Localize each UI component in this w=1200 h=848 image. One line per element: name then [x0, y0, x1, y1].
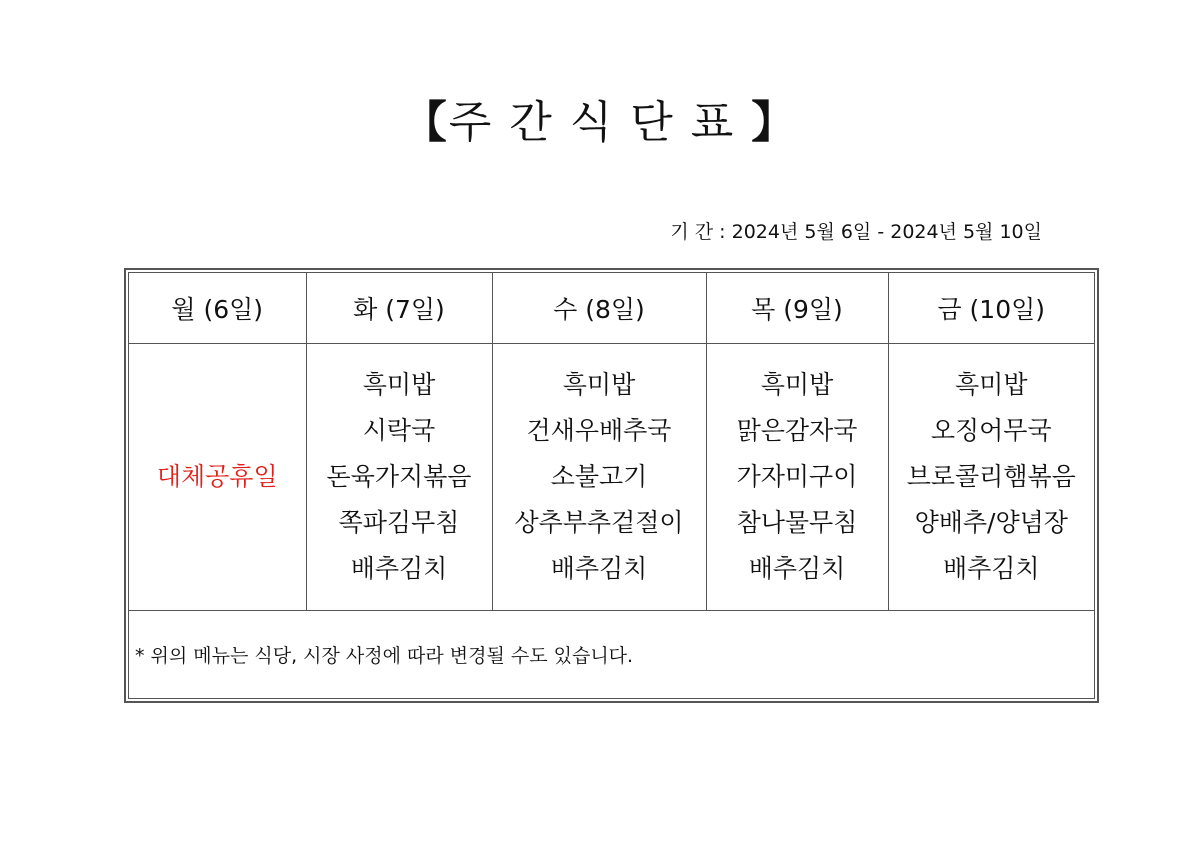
day-header-tue: 화 (7일) [306, 273, 492, 344]
menu-table-inner-frame [128, 272, 1095, 699]
menu-table-frame [124, 268, 1099, 703]
menu-item: 가자미구이 [736, 462, 858, 491]
menu-item: 흑미밥 [760, 370, 834, 399]
holiday-label: 대체공휴일 [156, 462, 278, 491]
period-text: 기 간 : 2024년 5월 6일 - 2024년 5월 10일 [670, 221, 1042, 243]
menu-item: 참나물무침 [736, 508, 858, 537]
menu-item: 오징어무국 [930, 416, 1052, 445]
page-title [0, 88, 1200, 158]
day-header-wed: 수 (8일) [492, 273, 706, 344]
menu-cell-wed [492, 344, 706, 611]
menu-note: * 위의 메뉴는 식당, 시장 사정에 따라 변경될 수도 있습니다. [129, 611, 1094, 699]
menu-item: 배추김치 [550, 554, 648, 583]
day-header-mon: 월 (6일) [129, 273, 306, 344]
menu-item: 흑미밥 [362, 370, 436, 399]
menu-item: 흑미밥 [955, 370, 1028, 399]
title-close-bracket: 】 [751, 97, 798, 148]
menu-item: 쪽파김무침 [338, 508, 460, 537]
menu-item: 양배추/양념장 [914, 508, 1068, 537]
menu-item: 맑은감자국 [736, 416, 858, 445]
table-menu-row [129, 344, 1094, 611]
table-header-row [129, 273, 1094, 344]
menu-item: 돈육가지볶음 [326, 462, 472, 491]
title-open-bracket: 【 [402, 97, 449, 148]
menu-item: 시락국 [362, 416, 436, 445]
menu-cell-mon [129, 344, 306, 611]
menu-item: 배추김치 [748, 554, 846, 583]
title-text: 주 간 식 단 표 [448, 97, 736, 148]
menu-item: 배추김치 [350, 554, 448, 583]
menu-item: 배추김치 [942, 554, 1040, 583]
day-header-fri: 금 (10일) [888, 273, 1094, 344]
menu-item: 상추부추겉절이 [514, 508, 684, 537]
menu-item: 소불고기 [550, 462, 648, 491]
menu-cell-fri [888, 344, 1094, 611]
table-note-row [129, 611, 1094, 699]
menu-item: 브로콜리햄볶음 [906, 462, 1076, 491]
day-header-thu: 목 (9일) [706, 273, 888, 344]
menu-item: 건새우배추국 [526, 416, 672, 445]
menu-item: 흑미밥 [562, 370, 636, 399]
menu-cell-thu [706, 344, 888, 611]
weekly-menu-table [129, 273, 1094, 698]
menu-cell-tue [306, 344, 492, 611]
